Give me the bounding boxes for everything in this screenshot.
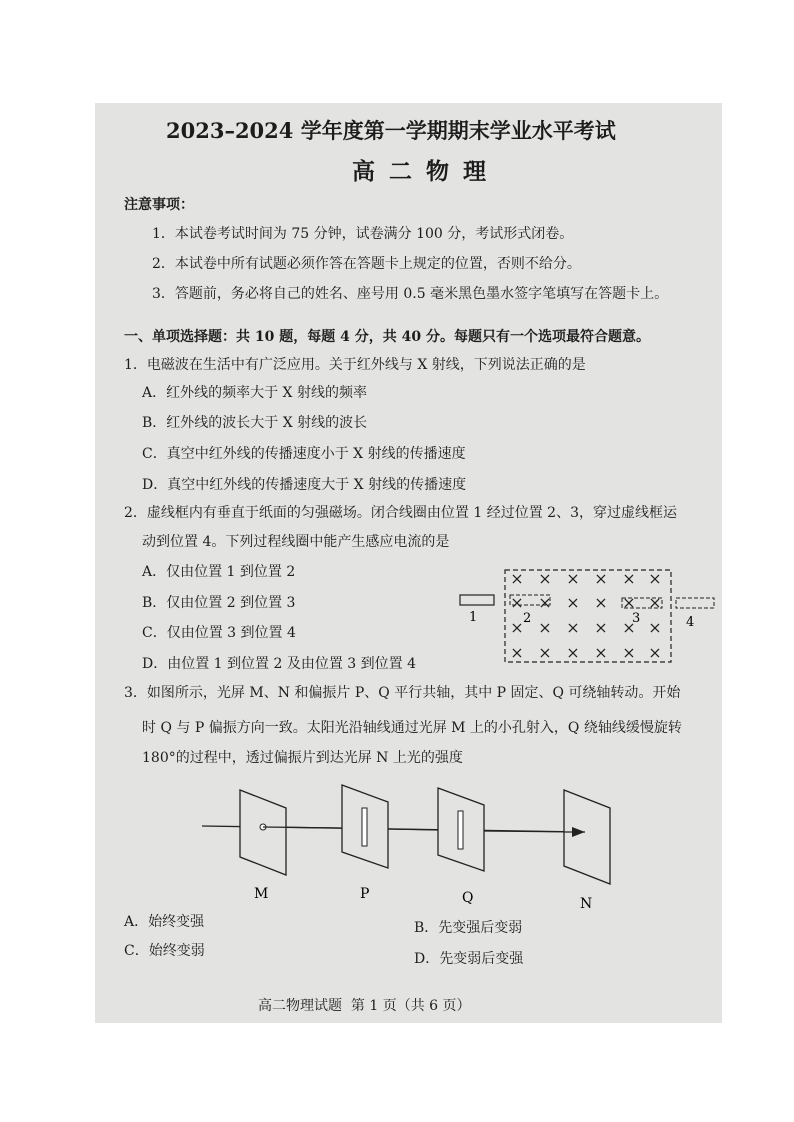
notice-item: 2．本试卷中所有试题必须作答在答题卡上规定的位置，否则不给分。	[152, 256, 581, 272]
notice-item: 3．答题前，务必将自己的姓名、座号用 0.5 毫米黑色墨水签字笔填写在答题卡上。	[152, 286, 669, 302]
field-cross: ×	[566, 593, 580, 612]
notice-item: 1．本试卷考试时间为 75 分钟，试卷满分 100 分，考试形式闭卷。	[152, 226, 574, 242]
field-cross: ×	[594, 593, 608, 612]
field-cross: ×	[510, 569, 524, 588]
q2-stem-line2: 动到位置 4。下列过程线圈中能产生感应电流的是	[142, 534, 450, 550]
q3-stem-line3: 180°的过程中，透过偏振片到达光屏 N 上光的强度	[142, 750, 463, 766]
field-cross: ×	[538, 569, 552, 588]
q2-option-d: D．由位置 1 到位置 2 及由位置 3 到位置 4	[142, 656, 417, 672]
field-cross: ×	[510, 593, 524, 612]
q-slit	[458, 811, 463, 849]
label-p: P	[360, 886, 370, 902]
label-n: N	[580, 896, 593, 912]
q2-option-a: A．仅由位置 1 到位置 2	[142, 564, 296, 580]
q3-option-b: B．先变强后变弱	[414, 920, 523, 936]
field-cross: ×	[566, 618, 580, 637]
coil-position-4	[676, 598, 714, 608]
exam-title: 2023–2024 学年度第一学期期末学业水平考试	[166, 118, 616, 143]
field-cross: ×	[566, 643, 580, 662]
field-cross: ×	[622, 569, 636, 588]
field-cross: ×	[622, 593, 636, 612]
q1-option-b: B．红外线的波长大于 X 射线的波长	[142, 415, 368, 431]
field-cross: ×	[566, 569, 580, 588]
field-cross: ×	[510, 618, 524, 637]
subject-title: 高二物理	[352, 158, 500, 185]
label-3: 3	[632, 611, 641, 626]
q2-option-b: B．仅由位置 2 到位置 3	[142, 595, 296, 611]
coil-position-1	[460, 595, 494, 605]
q1-stem: 1．电磁波在生活中有广泛应用。关于红外线与 X 射线，下列说法正确的是	[124, 357, 586, 373]
field-cross: ×	[538, 593, 552, 612]
q3-stem-line1: 3．如图所示，光屏 M、N 和偏振片 P、Q 平行共轴，其中 P 固定、Q 可绕轴转动。开始	[124, 685, 681, 701]
field-cross: ×	[622, 643, 636, 662]
q1-option-a: A．红外线的频率大于 X 射线的频率	[142, 385, 367, 401]
q2-option-c: C．仅由位置 3 到位置 4	[142, 625, 296, 641]
q3-option-a: A．始终变强	[124, 914, 205, 930]
q3-option-d: D．先变弱后变强	[414, 951, 524, 967]
q2-stem-line1: 2．虚线框内有垂直于纸面的匀强磁场。闭合线圈由位置 1 经过位置 2、3，穿过虚线框运	[124, 505, 677, 521]
field-cross: ×	[648, 593, 662, 612]
field-cross: ×	[648, 643, 662, 662]
label-1: 1	[469, 610, 478, 625]
notice-heading: 注意事项：	[124, 197, 194, 213]
field-cross: ×	[648, 569, 662, 588]
screen-m	[240, 790, 286, 875]
q3-polarizer-figure	[200, 780, 620, 910]
label-q: Q	[462, 890, 474, 906]
label-m: M	[254, 886, 269, 902]
label-2: 2	[523, 611, 532, 626]
p-slit	[362, 808, 367, 846]
page-footer: 高二物理试题 第 1 页（共 6 页）	[258, 998, 471, 1014]
q3-stem-line2: 时 Q 与 P 偏振方向一致。太阳光沿轴线通过光屏 M 上的小孔射入，Q 绕轴线缓慢旋转	[142, 720, 682, 736]
q3-option-c: C．始终变弱	[124, 943, 205, 959]
field-cross: ×	[538, 643, 552, 662]
field-cross: ×	[622, 618, 636, 637]
q1-option-c: C．真空中红外线的传播速度小于 X 射线的传播速度	[142, 446, 466, 462]
field-cross: ×	[594, 643, 608, 662]
screen-n	[564, 790, 610, 884]
field-cross: ×	[594, 618, 608, 637]
field-cross: ×	[538, 618, 552, 637]
section-heading: 一、单项选择题：共 10 题，每题 4 分，共 40 分。每题只有一个选项最符合题意。	[124, 329, 650, 345]
field-cross: ×	[648, 618, 662, 637]
label-4: 4	[686, 615, 695, 630]
field-cross: ×	[510, 643, 524, 662]
field-cross: ×	[594, 569, 608, 588]
q1-option-d: D．真空中红外线的传播速度大于 X 射线的传播速度	[142, 477, 467, 493]
q2-field-figure	[455, 565, 720, 665]
